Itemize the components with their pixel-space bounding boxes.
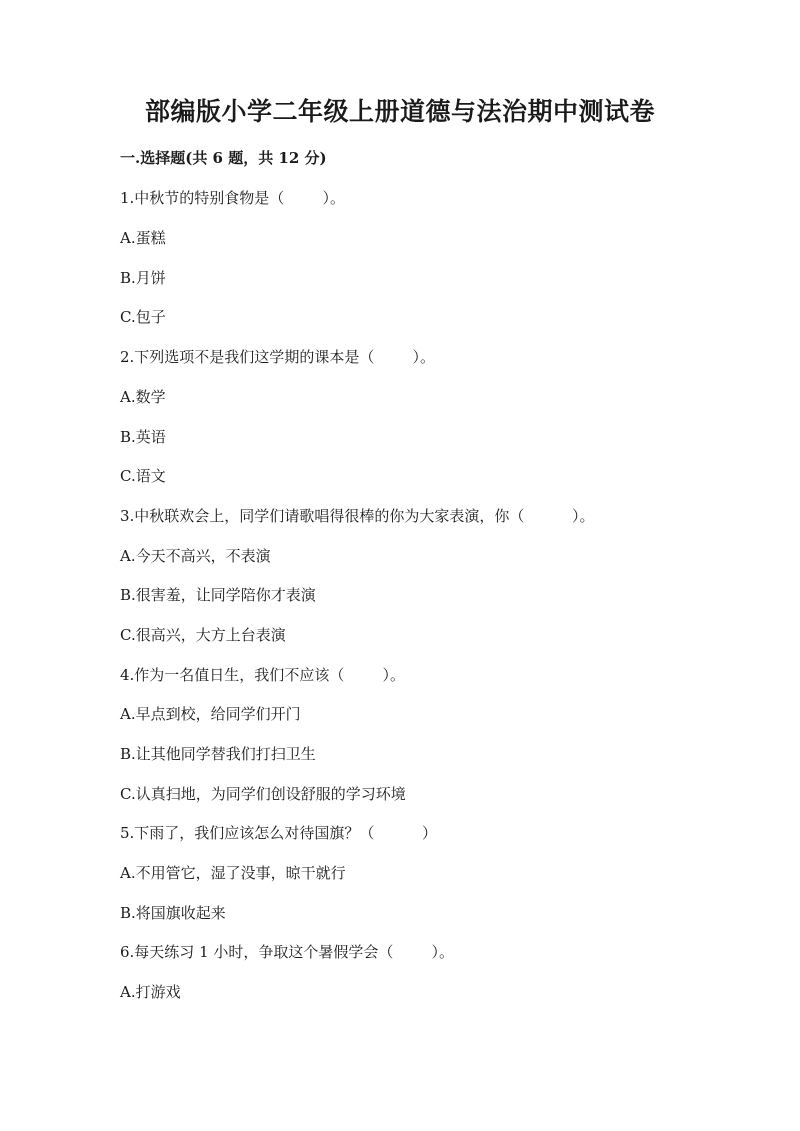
option-c: C.很高兴，大方上台表演 (120, 626, 286, 644)
option-c: C.包子 (120, 308, 166, 326)
option-a: A.不用管它，湿了没事，晾干就行 (120, 864, 346, 882)
question-stem: 5.下雨了，我们应该怎么对待国旗？（ ） (120, 824, 437, 842)
section-heading: 一.选择题(共 6 题，共 12 分) (120, 149, 327, 167)
page-title: 部编版小学二年级上册道德与法治期中测试卷 (144, 97, 655, 126)
question-stem: 3.中秋联欢会上，同学们请歌唱得很棒的你为大家表演，你（ ）。 (120, 507, 595, 525)
option-a: A.今天不高兴，不表演 (120, 547, 271, 565)
option-c: C.语文 (120, 467, 166, 485)
option-b: B.让其他同学替我们打扫卫生 (120, 745, 316, 763)
question-stem: 6.每天练习 1 小时，争取这个暑假学会（ ）。 (120, 943, 455, 961)
option-a: A.数学 (120, 388, 166, 406)
option-a: A.打游戏 (120, 983, 181, 1001)
option-b: B.英语 (120, 428, 166, 446)
option-a: A.早点到校，给同学们开门 (120, 705, 301, 723)
question-stem: 4.作为一名值日生，我们不应该（ ）。 (120, 666, 405, 684)
option-b: B.很害羞，让同学陪你才表演 (120, 586, 316, 604)
option-b: B.月饼 (120, 269, 166, 287)
question-stem: 2.下列选项不是我们这学期的课本是（ ）。 (120, 348, 435, 366)
option-a: A.蛋糕 (120, 229, 166, 247)
option-c: C.认真扫地，为同学们创设舒服的学习环境 (120, 785, 406, 803)
option-b: B.将国旗收起来 (120, 904, 226, 922)
question-stem: 1.中秋节的特别食物是（ ）。 (120, 189, 345, 207)
